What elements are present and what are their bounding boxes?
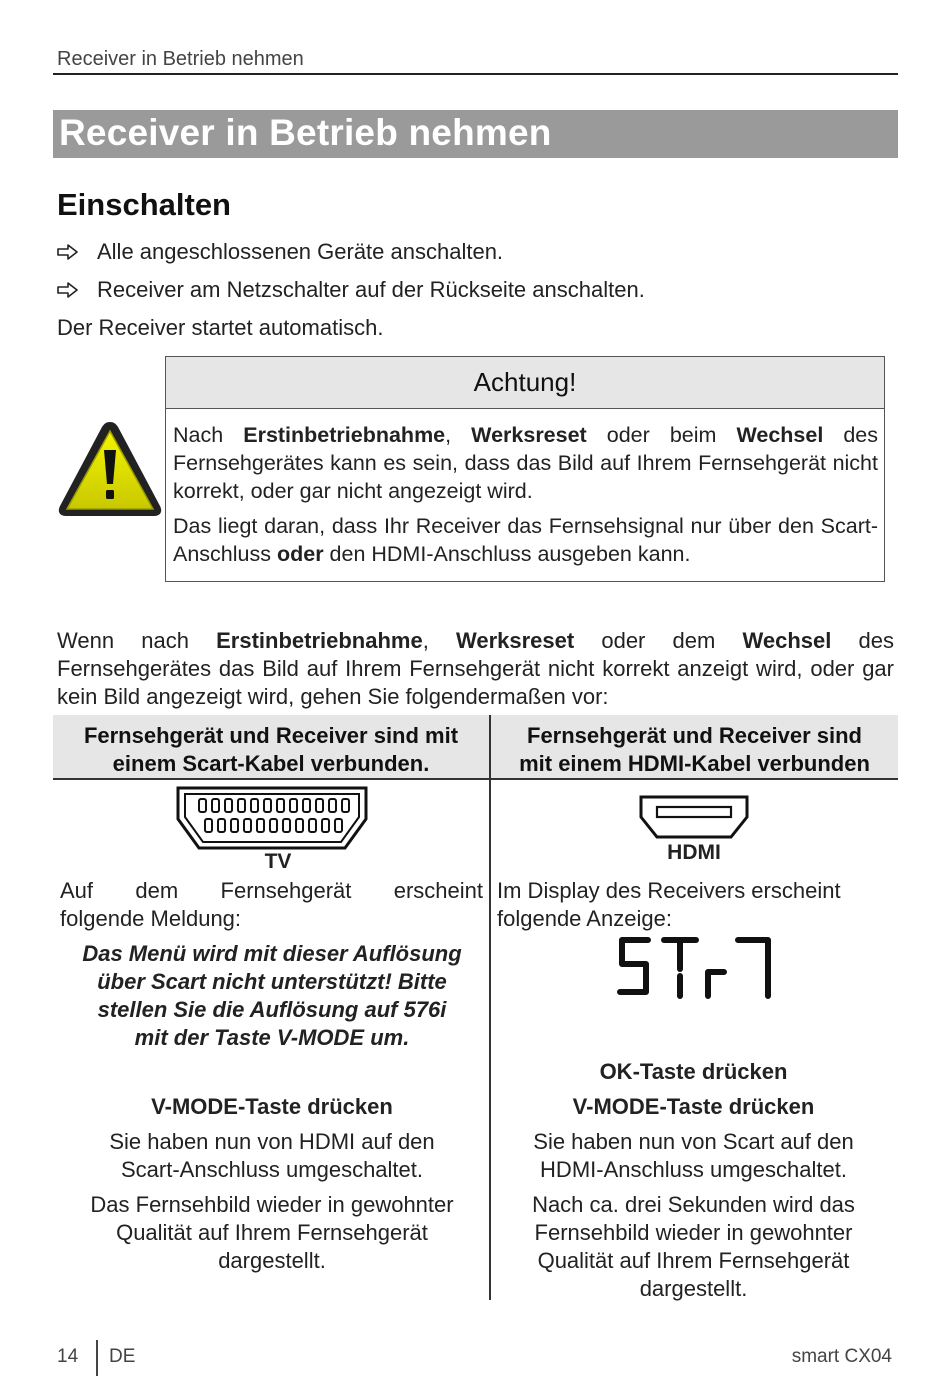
text-run: , bbox=[422, 628, 456, 653]
arrow-right-icon bbox=[57, 277, 97, 303]
header-line: Fernsehgerät und Receiver sind bbox=[527, 723, 862, 748]
text-run: Wenn nach bbox=[57, 628, 217, 653]
running-header: Receiver in Betrieb nehmen bbox=[57, 48, 304, 70]
final-line: Fernsehbild wieder in gewohnter bbox=[534, 1220, 853, 1245]
warning-paragraph bbox=[173, 512, 878, 568]
chapter-title: Receiver in Betrieb nehmen bbox=[59, 112, 552, 153]
ok-action: OK-Taste drücken bbox=[599, 1059, 788, 1084]
result-line: HDMI-Anschluss umgeschaltet. bbox=[540, 1157, 847, 1182]
section-title: Einschalten bbox=[57, 187, 231, 222]
final-line: Qualität auf Ihrem Fernsehgerät bbox=[116, 1220, 428, 1245]
scart-connector-label: TV bbox=[264, 850, 292, 873]
table-header-hdmi bbox=[491, 715, 898, 778]
header-line: einem Scart-Kabel verbunden. bbox=[112, 751, 430, 776]
bold-run: Wechsel bbox=[736, 423, 824, 447]
text-run: den HDMI-Anschluss ausgeben kann. bbox=[323, 542, 691, 566]
intro-paragraph bbox=[57, 627, 894, 711]
message-line: mit der Taste V-MODE um. bbox=[134, 1025, 410, 1050]
header-line: mit einem HDMI-Kabel verbunden bbox=[519, 751, 870, 776]
bold-run: Erstinbetriebnahme bbox=[216, 628, 423, 653]
bold-run: Erstinbetriebnahme bbox=[243, 423, 446, 447]
text-run: des Fernsehgerätes das Bild auf Ihrem Fernsehgerät nicht korrekt anzeigt wird, oder gar kein Bild angezeigt wird, gehen Sie folgendermaßen vor: bbox=[57, 628, 894, 709]
warning-paragraph bbox=[173, 421, 878, 505]
vmode-action-right: V-MODE-Taste drücken bbox=[572, 1094, 815, 1119]
bold-run: Wechsel bbox=[742, 628, 832, 653]
chapter-banner bbox=[53, 110, 898, 158]
warning-triangle-icon bbox=[56, 418, 164, 520]
message-line: stellen Sie die Auflösung auf 576i bbox=[97, 997, 447, 1022]
warning-title: Achtung! bbox=[166, 357, 884, 409]
step-text: Alle angeschlossenen Geräte anschalten. bbox=[97, 239, 504, 264]
scart-description-line: folgende Meldung: bbox=[60, 906, 242, 931]
hdmi-description-line: Im Display des Receivers erscheint bbox=[497, 878, 841, 903]
result-line: Scart-Anschluss umgeschaltet. bbox=[120, 1157, 424, 1182]
final-line: Qualität auf Ihrem Fernsehgerät bbox=[537, 1248, 850, 1273]
vmode-action-left: V-MODE-Taste drücken bbox=[151, 1094, 393, 1119]
hdmi-result bbox=[491, 1128, 896, 1184]
final-line: dargestellt. bbox=[218, 1248, 326, 1273]
bold-run: Werksreset bbox=[455, 628, 575, 653]
hdmi-description-line: folgende Anzeige: bbox=[497, 906, 672, 931]
tv-message bbox=[57, 940, 487, 1052]
hdmi-connector-icon bbox=[639, 795, 749, 839]
step-text: Receiver am Netzschalter auf der Rückseite anschalten. bbox=[97, 277, 645, 302]
model-name: smart CX04 bbox=[791, 1346, 892, 1367]
text-run: Nach bbox=[173, 423, 244, 447]
final-line: Nach ca. drei Sekunden wird das bbox=[532, 1192, 855, 1217]
table-rule bbox=[53, 778, 898, 780]
final-line: dargestellt. bbox=[639, 1276, 748, 1301]
warning-box bbox=[165, 356, 885, 582]
warning-body bbox=[166, 409, 884, 568]
text-run: oder dem bbox=[574, 628, 743, 653]
bold-run: Werksreset bbox=[471, 423, 587, 447]
text-run: oder beim bbox=[586, 423, 737, 447]
text-run: des Fernsehgerätes kann es sein, dass das Bild auf Ihrem Fernsehgerät nicht korrekt, oder gar nicht angezeigt wird. bbox=[173, 423, 878, 503]
step-item bbox=[57, 277, 645, 303]
scart-final bbox=[57, 1191, 487, 1275]
footer-separator bbox=[96, 1340, 98, 1376]
page-number: 14 bbox=[57, 1346, 79, 1367]
message-line: über Scart nicht unterstützt! Bitte bbox=[97, 969, 447, 994]
language-code: DE bbox=[109, 1346, 136, 1367]
scart-connector-icon bbox=[175, 785, 369, 851]
text-run: , bbox=[445, 423, 472, 447]
hdmi-final bbox=[491, 1191, 896, 1303]
table-header-scart bbox=[53, 715, 489, 778]
header-line: Fernsehgerät und Receiver sind mit bbox=[83, 723, 459, 748]
receiver-display bbox=[614, 934, 774, 1000]
text-run: Das liegt daran, dass Ihr Receiver das Fernsehsignal nur über den Scart-Anschluss bbox=[173, 514, 878, 566]
final-line: Das Fernsehbild wieder in gewohnter bbox=[90, 1192, 454, 1217]
scart-description-line: Auf dem Fernsehgerät erscheint bbox=[60, 878, 483, 903]
result-line: Sie haben nun von HDMI auf den bbox=[109, 1129, 435, 1154]
step-item bbox=[57, 239, 503, 265]
scart-result bbox=[57, 1128, 487, 1184]
result-text: Der Receiver startet automatisch. bbox=[57, 315, 384, 340]
arrow-right-icon bbox=[57, 239, 97, 265]
header-rule bbox=[53, 73, 898, 75]
hdmi-connector-label: HDMI bbox=[667, 841, 721, 864]
message-line: Das Menü wird mit dieser Auflösung bbox=[82, 941, 462, 966]
bold-run: oder bbox=[276, 542, 324, 566]
result-line: Sie haben nun von Scart auf den bbox=[533, 1129, 854, 1154]
